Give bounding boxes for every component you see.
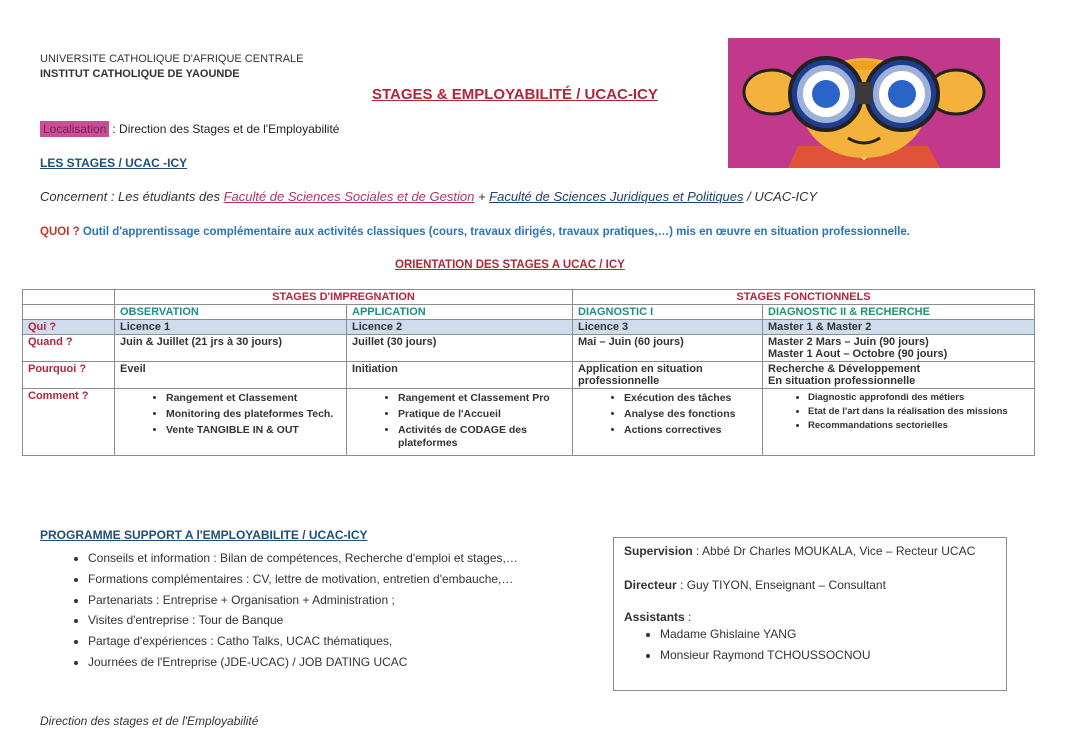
list-item: • Formations complémentaires : CV, lettre de motivation, entretien d'embauche,… — [88, 569, 518, 590]
group-impregnation-header: STAGES D'IMPREGNATION — [115, 290, 573, 305]
orientation-title: ORIENTATION DES STAGES A UCAC / ICY — [395, 259, 625, 271]
stages-section-title: LES STAGES / UCAC -ICY — [40, 156, 188, 170]
quoi-label: QUOI ? — [40, 226, 80, 238]
column-header-diagnostic-1: DIAGNOSTIC I — [573, 305, 763, 320]
programme-title: PROGRAMME SUPPORT A l'EMPLOYABILITE / UCAC-ICY — [40, 528, 368, 542]
list-item: • Partenariats : Entreprise + Organisation + Administration ; — [88, 590, 518, 611]
institution-header — [40, 52, 304, 82]
table-cell: Application en situation professionnelle — [573, 362, 763, 389]
page-title: STAGES & EMPLOYABILITÉ / UCAC-ICY — [372, 86, 658, 103]
list-item: • Vente TANGIBLE IN & OUT — [166, 424, 341, 437]
concern-suffix: / UCAC-ICY — [743, 189, 818, 204]
list-item: • Rangement et Classement — [166, 392, 341, 405]
table-cell: Licence 2 — [347, 320, 573, 335]
table-cell — [763, 389, 1035, 456]
list-item: • Actions correctives — [624, 424, 757, 437]
cell-line: Master 2 Mars – Juin (90 jours) — [768, 336, 929, 348]
assistants-label: Assistants — [624, 610, 685, 624]
table-cell: Licence 3 — [573, 320, 763, 335]
supervision-label: Supervision — [624, 544, 693, 558]
localisation-highlight: Localisation — [40, 121, 109, 137]
column-header-observation: OBSERVATION — [115, 305, 347, 320]
quoi-line — [40, 226, 910, 238]
university-name: UNIVERSITE CATHOLIQUE D'AFRIQUE CENTRALE — [40, 53, 304, 65]
column-header-application: APPLICATION — [347, 305, 573, 320]
table-corner-cell — [23, 305, 115, 320]
list-item: • Visites d'entreprise : Tour de Banque — [88, 610, 518, 631]
table-row-pourquoi — [23, 362, 1035, 389]
table-cell-pourquoi-master — [763, 362, 1035, 389]
list-item: • Monsieur Raymond TCHOUSSOCNOU — [660, 645, 871, 666]
list-item: • Rangement et Classement Pro — [398, 392, 567, 405]
table-corner-cell — [23, 290, 115, 305]
localisation-text: : Direction des Stages et de l'Employabilité — [112, 122, 340, 136]
list-item: • Recommandations sectorielles — [808, 420, 1029, 432]
programme-list — [40, 548, 518, 673]
table-column-header-row — [23, 305, 1035, 320]
director-line — [624, 578, 886, 592]
table-row-quand — [23, 335, 1035, 362]
group-fonctionnels-header: STAGES FONCTIONNELS — [573, 290, 1035, 305]
table-cell — [115, 389, 347, 456]
table-cell: Initiation — [347, 362, 573, 389]
list-item: • Journées de l'Entreprise (JDE-UCAC) / JOB DATING UCAC — [88, 652, 518, 673]
table-row-qui — [23, 320, 1035, 335]
concern-plus: + — [474, 189, 490, 204]
list-item: • Diagnostic approfondi des métiers — [808, 392, 1029, 404]
quoi-text: Outil d'apprentissage complémentaire aux activités classiques (cours, travaux dirigés, travaux pratiques,…) mis en œuvre en situation professionnelle. — [79, 226, 910, 238]
table-cell: Mai – Juin (60 jours) — [573, 335, 763, 362]
cell-line: En situation professionnelle — [768, 375, 916, 387]
list-item: • Conseils et information : Bilan de compétences, Recherche d'emploi et stages,… — [88, 548, 518, 569]
list-item: • Pratique de l'Accueil — [398, 408, 567, 421]
footer-text: Direction des stages et de l'Employabilité — [40, 714, 259, 728]
localisation-line — [40, 122, 339, 136]
row-label-comment: Comment ? — [23, 389, 115, 456]
table-cell: Juin & Juillet (21 jrs à 30 jours) — [115, 335, 347, 362]
table-cell: Juillet (30 jours) — [347, 335, 573, 362]
faculty-law-link[interactable]: Faculté de Sciences Juridiques et Politiques — [489, 189, 744, 204]
table-cell — [347, 389, 573, 456]
faculty-social-sciences-link[interactable]: Faculté de Sciences Sociales et de Gestion — [223, 189, 475, 204]
director-text: : Guy TIYON, Enseignant – Consultant — [676, 578, 886, 592]
table-cell — [573, 389, 763, 456]
list-item: • Partage d'expériences : Catho Talks, UCAC thématiques, — [88, 631, 518, 652]
table-row-comment — [23, 389, 1035, 456]
table-group-header-row — [23, 290, 1035, 305]
table-cell: Licence 1 — [115, 320, 347, 335]
list-item: • Monitoring des plateformes Tech. — [166, 408, 341, 421]
row-label-pourquoi: Pourquoi ? — [23, 362, 115, 389]
director-label: Directeur — [624, 578, 677, 592]
cell-line: Master 1 Aout – Octobre (90 jours) — [768, 348, 948, 360]
table-cell: Master 1 & Master 2 — [763, 320, 1035, 335]
list-item: • Madame Ghislaine YANG — [660, 624, 871, 645]
list-item: • Exécution des tâches — [624, 392, 757, 405]
column-header-diagnostic-2: DIAGNOSTIC II & RECHERCHE — [763, 305, 1035, 320]
comment-list-application — [352, 392, 567, 450]
list-item: • Etat de l'art dans la réalisation des missions — [808, 406, 1029, 418]
list-item: • Activités de CODAGE des plateformes — [398, 424, 567, 450]
comment-list-diagnostic-2 — [768, 392, 1029, 432]
assistants-list — [624, 624, 871, 666]
table-cell: Eveil — [115, 362, 347, 389]
supervision-line — [624, 544, 975, 558]
concern-line — [40, 189, 817, 204]
binoculars-character-illustration-icon — [728, 38, 1000, 168]
table-cell-quand-master — [763, 335, 1035, 362]
supervision-text: : Abbé Dr Charles MOUKALA, Vice – Recteur UCAC — [692, 544, 976, 558]
row-label-qui: Qui ? — [23, 320, 115, 335]
list-item: • Analyse des fonctions — [624, 408, 757, 421]
staff-box — [613, 537, 1007, 691]
comment-list-diagnostic-1 — [578, 392, 757, 437]
cell-line: Recherche & Développement — [768, 363, 921, 375]
concern-prefix: Concernent : Les étudiants des — [40, 189, 224, 204]
row-label-quand: Quand ? — [23, 335, 115, 362]
institute-name: INSTITUT CATHOLIQUE DE YAOUNDE — [40, 68, 240, 80]
assistants-colon: : — [684, 610, 692, 624]
orientation-table — [22, 289, 1035, 456]
assistants-line — [624, 610, 691, 624]
comment-list-observation — [120, 392, 341, 437]
